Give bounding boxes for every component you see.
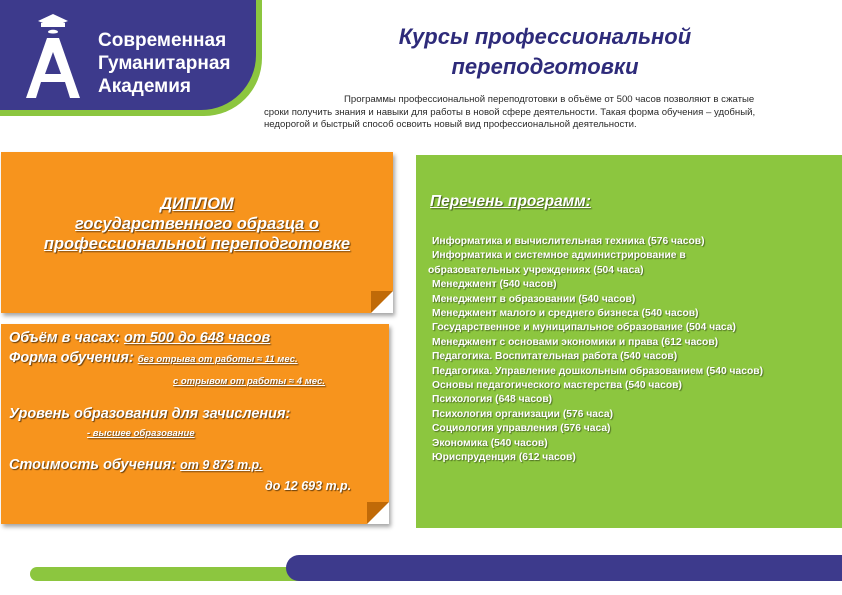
academy-name	[98, 29, 231, 98]
program-item: Менеджмент с основами экономики и права (612 часов)	[432, 336, 719, 348]
program-item: Государственное и муниципальное образование (504 часа)	[432, 322, 736, 334]
program-item: образовательных учреждениях (504 часа)	[428, 264, 644, 276]
level-value: - высшее образование	[87, 428, 195, 439]
academy-name-line2: Гуманитарная	[98, 53, 231, 74]
hours-value: от 500 до 648 часов	[123, 330, 271, 346]
program-item: Менеджмент в образовании (540 часов)	[432, 293, 636, 305]
academy-name-line3: Академия	[98, 76, 191, 97]
page-curl	[367, 502, 389, 524]
diploma-card	[1, 152, 393, 313]
program-item: Экономика (540 часов)	[432, 437, 548, 449]
page-title-line2: переподготовки	[451, 54, 639, 79]
programs-title: Перечень программ:	[430, 193, 591, 210]
academy-name-line1: Современная	[98, 30, 227, 51]
program-item: Педагогика. Воспитательная работа (540 часов)	[432, 351, 678, 363]
program-item: Социология управления (576 часа)	[432, 423, 611, 435]
programs-list	[428, 235, 838, 466]
program-item: Педагогика. Управление дошкольным образованием (540 часов)	[432, 365, 764, 377]
program-item: Юриспруденция (612 часов)	[432, 452, 576, 464]
cost-from: от 9 873 т.р.	[180, 458, 263, 472]
program-item: Менеджмент малого и среднего бизнеса (540 часов)	[432, 308, 699, 320]
hours-label: Объём в часах:	[9, 330, 120, 346]
hours-row	[9, 330, 270, 346]
logo-badge	[0, 0, 256, 110]
footer-purple-bar	[286, 555, 842, 581]
program-item: Менеджмент (540 часов)	[432, 279, 557, 291]
diploma-line1: ДИПЛОМ	[160, 195, 234, 213]
form-option-full-time: с отрывом от работы ≈ 4 мес.	[173, 376, 326, 387]
programs-panel	[416, 155, 842, 528]
form-row	[9, 350, 298, 366]
program-item: Информатика и системное администрирование в	[432, 250, 686, 262]
form-option-part-time: без отрыва от работы ≈ 11 мес.	[137, 354, 298, 365]
form-label: Форма обучения:	[9, 350, 134, 366]
diploma-line2: государственного образца о	[75, 215, 319, 233]
diploma-heading	[1, 194, 393, 254]
program-item: Основы педагогического мастерства (540 часов)	[432, 380, 682, 392]
page-curl	[371, 291, 393, 313]
program-item: Психология организации (576 часа)	[432, 408, 614, 420]
program-item: Информатика и вычислительная техника (576 часов)	[432, 236, 705, 247]
cost-to: до 12 693 т.р.	[265, 479, 352, 493]
level-label: Уровень образования для зачисления:	[9, 406, 291, 422]
page-title	[300, 22, 790, 82]
intro-paragraph: Программы профессиональной переподготовки в объёме от 500 часов позволяют в сжатые сроки получить знания и навыки для работы в новой сфере деятельности. Такая форма обучения – удобный, недорогой и быстрый способ освоить новый вид профессиональной деятельности.	[264, 94, 756, 131]
cost-row	[9, 457, 263, 473]
cost-label: Стоимость обучения:	[9, 457, 177, 473]
program-item: Психология (648 часов)	[432, 394, 553, 406]
diploma-line3: профессиональной переподготовке	[43, 235, 351, 253]
course-details-card	[1, 324, 389, 524]
academy-logo-icon	[22, 14, 88, 100]
page-title-line1: Курсы профессиональной	[398, 24, 692, 49]
